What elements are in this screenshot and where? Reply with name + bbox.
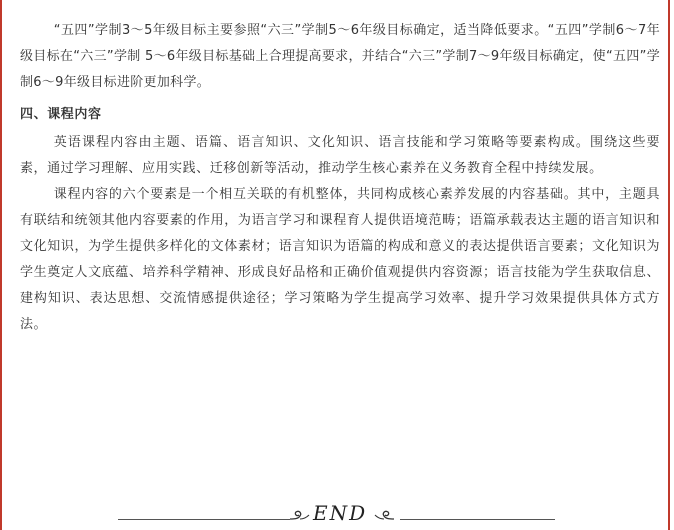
divider-line-right: [400, 519, 555, 520]
right-red-border: [668, 0, 670, 530]
swirl-ornament-right-icon: [374, 507, 396, 523]
section-heading: 四、课程内容: [20, 107, 102, 122]
paragraph-content-relations: 课程内容的六个要素是一个相互关联的有机整体，共同构成核心素养发展的内容基础。其中，主题具有联结和统领其他内容要素的作用，为语言学习和课程育人提供语境范畴；语篇承载表达主题的语言知识和文化知识，为学生提供多样化的文体素材；语言知识为语篇的构成和意义的表达提供语言要素；文化知识为学生奠定人文底蕴、培养科学精神、形成良好品格和正确价值观提供内容资源；语言技能为学生获取信息、建构知识、表达思想、交流情感提供途径；学习策略为学生提高学习效率、提升学习效果提供具体方式方法。: [20, 187, 660, 332]
article-body: [20, 18, 660, 338]
paragraph-content-elements: 英语课程内容由主题、语篇、语言知识、文化知识、语言技能和学习策略等要素构成。围绕这些要素，通过学习理解、应用实践、迁移创新等活动，推动学生核心素养在义务教育全程中持续发展。: [20, 135, 660, 176]
end-label: END: [313, 501, 368, 525]
left-red-border: [0, 0, 2, 530]
end-divider: [0, 498, 674, 530]
divider-line-left: [118, 519, 290, 520]
paragraph-goals: “五四”学制3～5年级目标主要参照“六三”学制5～6年级目标确定，适当降低要求。“五四”学制6～7年级目标在“六三”学制 5～6年级目标基础上合理提高要求，并结合“六三”学制7～9年级目标确定，使“五四”学制6～9年级目标进阶更加科学。: [20, 23, 660, 90]
swirl-ornament-left-icon: [288, 507, 310, 523]
